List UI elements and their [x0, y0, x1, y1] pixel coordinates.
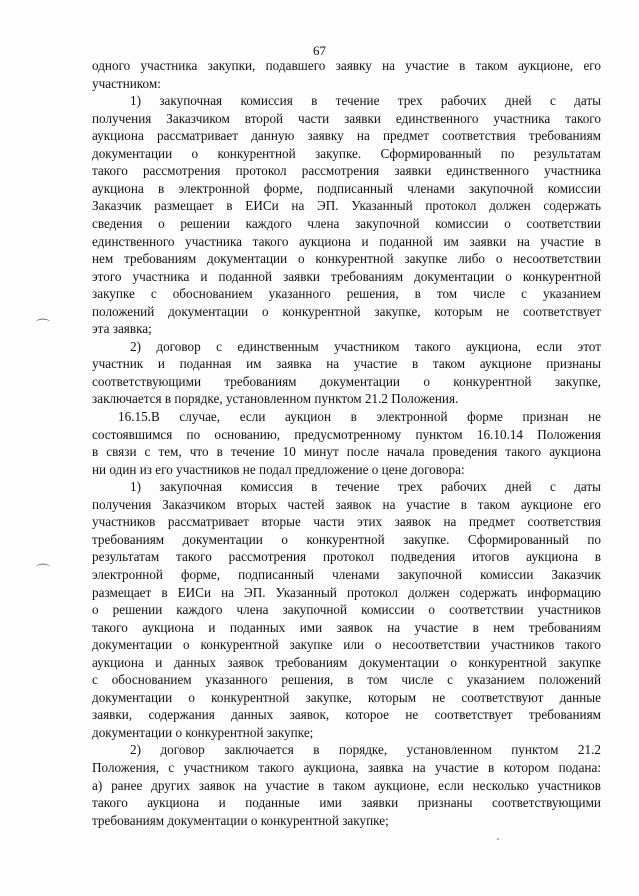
text-line: участником: — [92, 75, 161, 91]
text-line: в связи с тем, что в течение 10 минут после начала проведения такого аукциона — [92, 444, 601, 460]
text-line: этого участника и поданной заявки требованиям документации о конкурентной — [92, 268, 601, 284]
text-line: эта заявка; — [92, 321, 152, 337]
page-number: 67 — [313, 43, 326, 58]
scan-speck — [497, 838, 499, 840]
text-line: заявки, содержания данных заявок, которое не соответствует требованиям — [92, 707, 601, 723]
text-line: аукциона и данных заявок требованиям документации о конкурентной закупке — [92, 654, 601, 670]
text-line: ни один из его участников не подал предложение о цене договора: — [92, 461, 465, 477]
text-line: 2) договор заключается в порядке, установленном пунктом 21.2 — [130, 742, 601, 758]
text-line: соответствующими требованиям документации о конкурентной закупке, — [92, 373, 601, 389]
text-line: такого рассмотрения протокол рассмотрения заявки единственного участника — [92, 163, 601, 179]
text-line: требованиям документации о конкурентной закупке; — [92, 812, 389, 828]
text-line: единственного участника такого аукциона и поданной им заявки на участие в — [92, 233, 601, 249]
text-line: Заказчик размещает в ЕИСи на ЭП. Указанный протокол должен содержать — [92, 198, 601, 214]
text-line: а) ранее других заявок на участие в таком аукционе, если несколько участников — [92, 777, 601, 793]
text-line: результатам такого рассмотрения протокол подведения итогов аукциона в — [92, 549, 601, 565]
text-line: положений документации о конкурентной закупке, которым не соответствует — [92, 303, 601, 319]
text-line: требованиям документации о конкурентной закупке. Сформированный по — [92, 531, 601, 547]
text-line: Положения, с участником такого аукциона, заявка на участие в котором подана: — [92, 760, 601, 775]
text-line: нем требованиям документации о конкурентной закупке либо о несоответствии — [92, 251, 601, 267]
text-line: закупке с обоснованием указанного решения, в том числе с указанием — [92, 286, 601, 302]
text-line: документации о конкурентной закупке; — [92, 724, 314, 740]
text-line: участник и поданная им заявка на участие в таком аукционе признаны — [92, 356, 601, 372]
text-line: одного участника закупки, подавшего заявку на участие в таком аукционе, его — [92, 58, 601, 73]
text-line: документации о конкурентной закупке, которым не соответствуют данные — [92, 689, 601, 705]
text-line: размещает в ЕИСи на ЭП. Указанный протокол должен содержать информацию — [92, 584, 601, 600]
text-line: получения Заказчиком вторых частей заявок на участие в таком аукционе его — [92, 496, 601, 512]
margin-mark: ⌒ — [36, 565, 50, 580]
text-line: документации о конкурентной закупке или о несоответствии участников такого — [92, 637, 601, 653]
text-line: такого аукциона и поданных ими заявок на участие в нем требованиям — [92, 619, 601, 635]
text-line: сведения о решении каждого члена закупочной комиссии о соответствии — [92, 215, 601, 231]
text-line: участников рассматривает вторые части этих заявок на предмет соответствия — [92, 514, 601, 530]
text-line: такого аукциона и поданные ими заявки признаны соответствующими — [92, 795, 601, 811]
text-line: 16.15.В случае, если аукцион в электронной форме признан не — [118, 409, 601, 424]
text-line: 2) договор с единственным участником такого аукциона, если этот — [130, 338, 601, 354]
text-line: аукциона в электронной форме, подписанный членами закупочной комиссии — [92, 180, 601, 196]
text-line: получения Заказчиком второй части заявки единственного участника такого — [92, 110, 601, 126]
text-line: 1) закупочная комиссия в течение трех рабочих дней с даты — [130, 479, 601, 495]
text-line: аукциона рассматривает данную заявку на предмет соответствия требованиям — [92, 128, 601, 144]
text-line: заключается в порядке, установленном пунктом 21.2 Положения. — [92, 391, 459, 407]
text-line: документации о конкурентной закупке. Сформированный по результатам — [92, 145, 601, 161]
margin-mark: ⌒ — [36, 320, 50, 335]
text-line: состоявшимся по основанию, предусмотренному пунктом 16.10.14 Положения — [92, 426, 601, 442]
text-line: 1) закупочная комиссия в течение трех рабочих дней с даты — [130, 93, 601, 109]
text-line: о решении каждого члена закупочной комиссии о соответствии участников — [92, 602, 601, 618]
text-line: с обоснованием указанного решения, в том числе с указанием положений — [92, 672, 601, 688]
text-line: электронной форме, подписанный членами закупочной комиссии Заказчик — [92, 566, 601, 582]
